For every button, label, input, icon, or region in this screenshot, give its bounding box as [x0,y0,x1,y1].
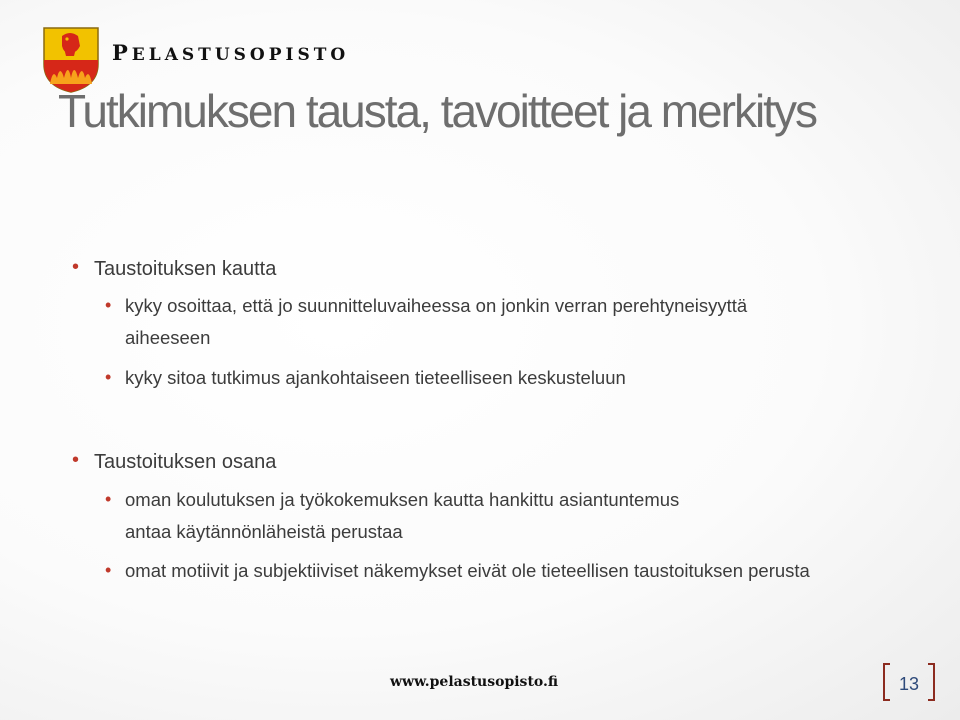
section-2-point-1-text: oman koulutuksen ja työkokemuksen kautta hankittu asiantuntemus antaa käytännönläheistä perustaa [125,489,680,542]
section-2-point-1 [105,484,725,548]
bullet-icon: • [72,449,80,471]
section-2-heading [72,449,914,475]
footer-url: www.pelastusopisto.fi [390,674,559,690]
brand-rest: ELASTUSOPISTO [131,45,350,65]
page-number [882,662,936,702]
bullet-icon: • [105,489,112,509]
section-1-heading-text: Taustoituksen kautta [94,258,277,280]
section-1-point-2 [105,362,885,394]
section-1-heading [72,256,914,282]
section-2-point-2 [105,555,825,587]
section-2-heading-text: Taustoituksen osana [94,451,277,473]
section-1-point-1 [105,290,805,354]
bullet-icon: • [105,367,112,387]
section-2-point-2-text: omat motiivit ja subjektiiviset näkemykset eivät ole tieteellisen taustoituksen perusta [125,560,810,581]
section-1-point-2-text: kyky sitoa tutkimus ajankohtaiseen tieteelliseen keskusteluun [125,367,626,388]
slide-title: Tutkimuksen tausta, tavoitteet ja merkitys [58,85,816,137]
brand-initial: P [112,40,132,65]
bullet-icon: • [105,295,112,315]
section-1-point-1-text: kyky osoittaa, että jo suunnitteluvaiheessa on jonkin verran perehtyneisyyttä aiheeseen [125,295,748,348]
bullet-icon: • [72,256,80,278]
brand-name [112,40,349,65]
page-number-text: 13 [898,674,920,694]
bullet-icon: • [105,560,112,580]
